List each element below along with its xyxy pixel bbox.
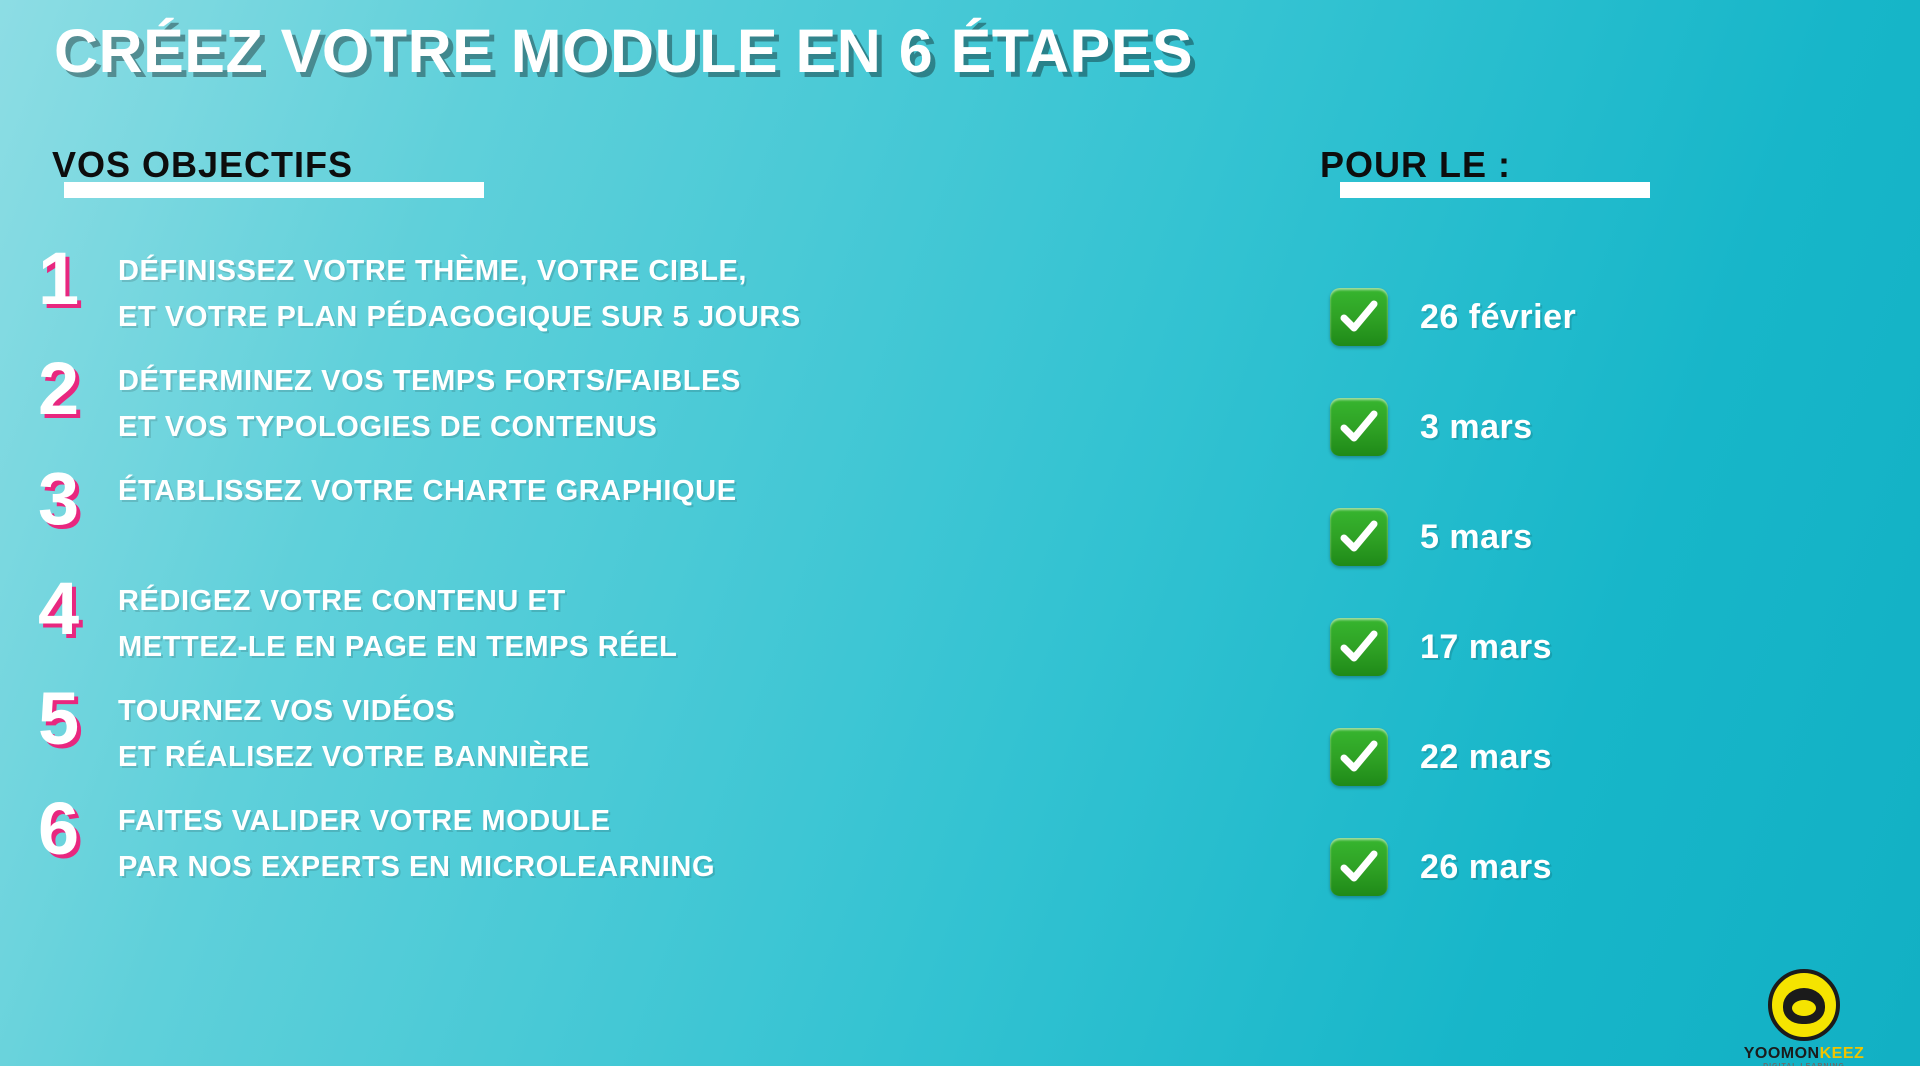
bottom-strip bbox=[0, 1066, 1920, 1080]
list-item bbox=[28, 237, 1278, 333]
step-text-line2: ET VOS TYPOLOGIES DE CONTENUS bbox=[118, 411, 658, 443]
monkey-icon bbox=[1768, 969, 1840, 1041]
step-text bbox=[118, 570, 677, 670]
due-header-text: POUR LE : bbox=[1320, 144, 1512, 185]
due-date-row bbox=[1330, 812, 1830, 922]
due-date-label: 26 février bbox=[1420, 297, 1577, 336]
check-icon bbox=[1330, 398, 1388, 456]
due-date-label: 26 mars bbox=[1420, 847, 1553, 886]
due-date-row bbox=[1330, 372, 1830, 482]
step-text-line2: METTEZ-LE EN PAGE EN TEMPS RÉEL bbox=[118, 631, 678, 663]
due-date-label: 22 mars bbox=[1420, 737, 1553, 776]
step-number: 5 bbox=[38, 677, 80, 760]
list-item bbox=[28, 347, 1278, 443]
objectives-column-header bbox=[52, 144, 484, 198]
step-text-line1: RÉDIGEZ VOTRE CONTENU ET bbox=[118, 585, 566, 617]
logo-name-part2: KEEZ bbox=[1819, 1045, 1865, 1062]
due-date-row bbox=[1330, 702, 1830, 812]
step-number: 1 bbox=[38, 237, 80, 320]
list-item bbox=[28, 677, 1278, 773]
list-item bbox=[28, 457, 1278, 552]
due-date-label: 17 mars bbox=[1420, 627, 1553, 666]
step-text-line2: PAR NOS EXPERTS EN MICROLEARNING bbox=[118, 851, 716, 883]
check-icon bbox=[1330, 618, 1388, 676]
step-text-line1: DÉFINISSEZ VOTRE THÈME, VOTRE CIBLE, bbox=[118, 255, 748, 287]
step-text-line1: ÉTABLISSEZ VOTRE CHARTE GRAPHIQUE bbox=[118, 475, 737, 507]
step-text-line1: DÉTERMINEZ VOS TEMPS FORTS/FAIBLES bbox=[118, 365, 741, 397]
check-icon bbox=[1330, 728, 1388, 786]
list-item bbox=[28, 787, 1278, 883]
check-icon bbox=[1330, 508, 1388, 566]
check-icon bbox=[1330, 838, 1388, 896]
due-date-row bbox=[1330, 482, 1830, 592]
step-number: 3 bbox=[38, 457, 80, 540]
due-column-header bbox=[1320, 144, 1650, 198]
due-date-row bbox=[1330, 592, 1830, 702]
step-text bbox=[118, 790, 715, 890]
logo-name-part1: YOOMON bbox=[1743, 1045, 1820, 1062]
step-text bbox=[118, 460, 737, 514]
step-number: 6 bbox=[38, 787, 80, 870]
step-text bbox=[118, 240, 801, 340]
due-date-label: 5 mars bbox=[1420, 517, 1533, 556]
step-number: 4 bbox=[38, 567, 80, 650]
page-title: CRÉEZ VOTRE MODULE EN 6 ÉTAPES bbox=[54, 17, 1194, 85]
due-dates-list bbox=[1330, 262, 1830, 922]
step-text-line2: ET RÉALISEZ VOTRE BANNIÈRE bbox=[118, 741, 590, 773]
step-text bbox=[118, 350, 741, 450]
brand-logo bbox=[1740, 969, 1868, 1070]
step-text-line2: ET VOTRE PLAN PÉDAGOGIQUE SUR 5 JOURS bbox=[118, 301, 801, 333]
step-text-line1: FAITES VALIDER VOTRE MODULE bbox=[118, 805, 611, 837]
check-icon bbox=[1330, 288, 1388, 346]
step-text-line1: TOURNEZ VOS VIDÉOS bbox=[118, 695, 456, 727]
due-date-row bbox=[1330, 262, 1830, 372]
objectives-header-text: VOS OBJECTIFS bbox=[52, 144, 354, 185]
step-number: 2 bbox=[38, 347, 80, 430]
monkey-face-shape bbox=[1783, 988, 1825, 1024]
steps-list bbox=[28, 237, 1278, 900]
due-date-label: 3 mars bbox=[1420, 407, 1533, 446]
list-item bbox=[28, 567, 1278, 663]
step-text bbox=[118, 680, 590, 780]
logo-wordmark bbox=[1740, 1045, 1868, 1063]
